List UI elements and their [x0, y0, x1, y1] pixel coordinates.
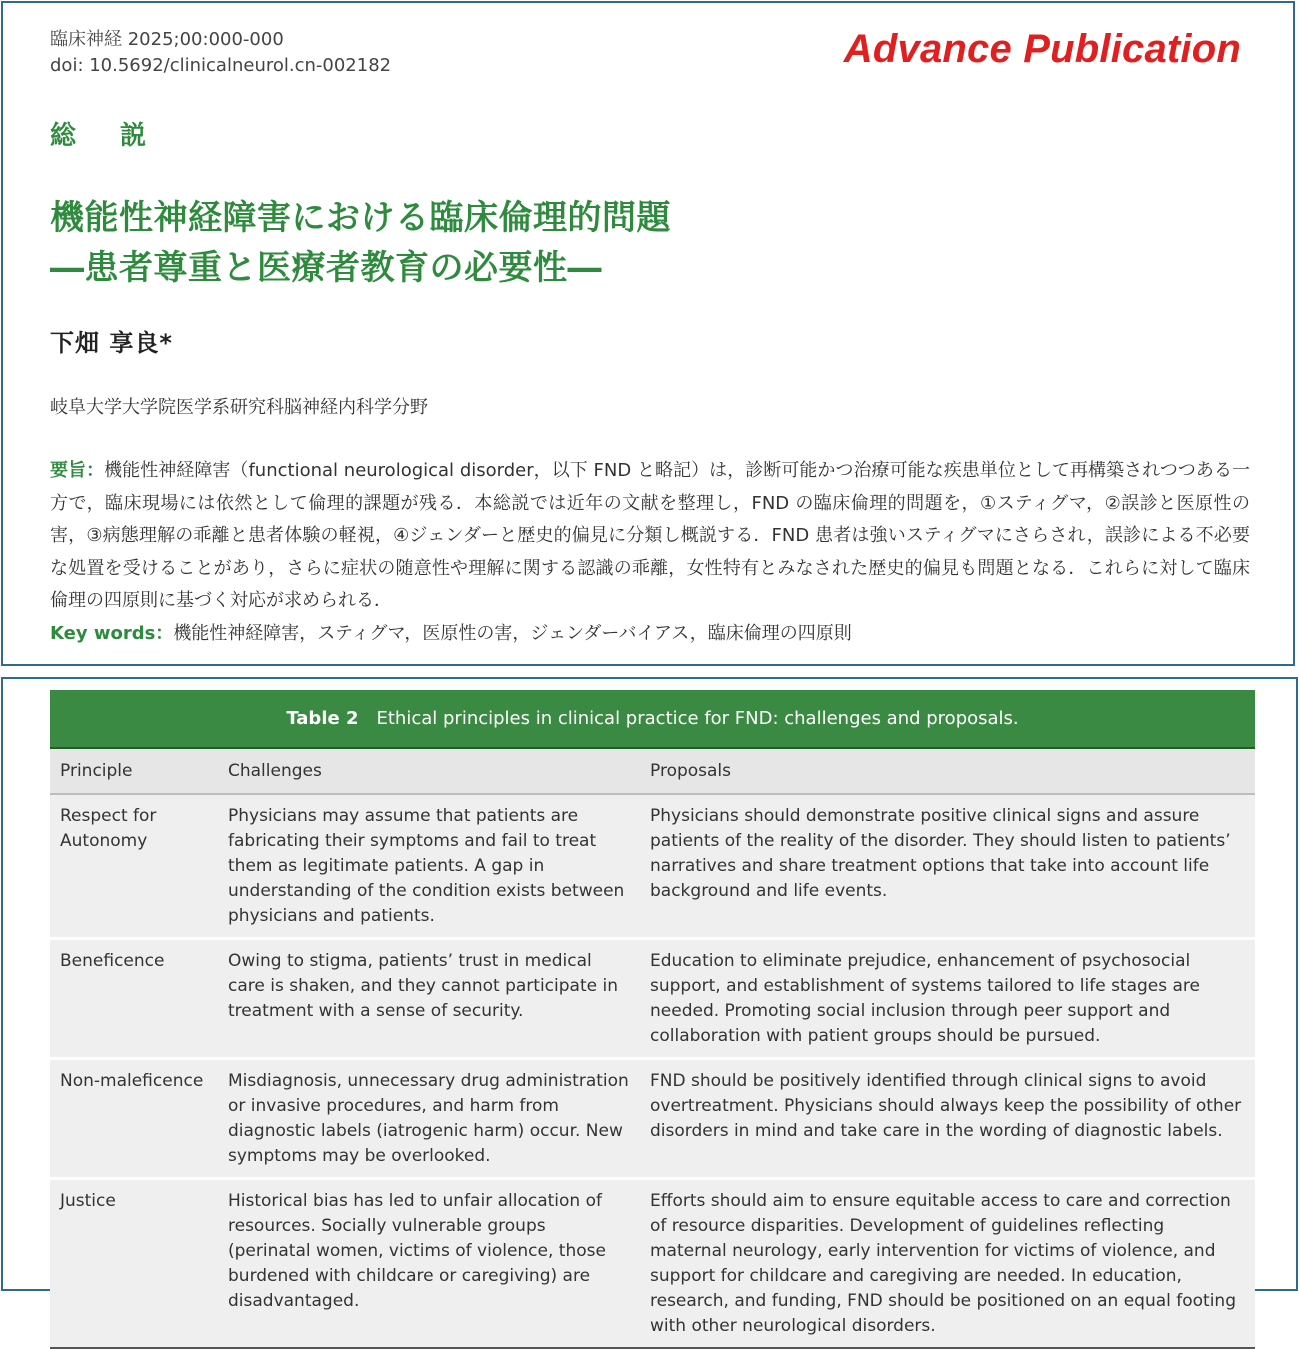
- cell-challenges: Historical bias has led to unfair allocation of resources. Socially vulnerable groups (perinatal women, victims of violence, those burdened with childcare or caregiving) are disadvantaged.: [218, 1179, 640, 1349]
- journal-meta: [50, 27, 391, 79]
- title-line-2: ―患者尊重と医療者教育の必要性―: [50, 248, 602, 288]
- author: 下畑 享良*: [50, 329, 173, 357]
- table-row: [50, 794, 1255, 939]
- table-row: [50, 939, 1255, 1059]
- journal-citation: 臨床神経 2025;00:000-000: [50, 29, 284, 50]
- abstract-label: 要旨：: [50, 460, 105, 481]
- abstract: [50, 455, 1250, 618]
- keywords: [50, 619, 852, 645]
- abstract-text: 機能性神経障害（functional neurological disorder，以下 FND と略記）は，診断可能かつ治療可能な疾患単位として再構築されつつある一方で，臨床現場には依然として倫理的課題が残る．本総説では近年の文献を整理し，FND の臨床倫理的問題を，①スティグマ，②誤診と医原性の害，③病態理解の乖離と患者体験の軽視，④ジェンダーと歴史的偏見に分類し概説する．FND 患者は強いスティグマにさらされ，誤診による不必要な処置を受けることがあり，さらに症状の随意性や理解に関する認識の乖離，女性特有とみなされた歴史的偏見も問題となる．これらに対して臨床倫理の四原則に基づく対応が求められる．: [50, 460, 1250, 611]
- table-row: [50, 1179, 1255, 1349]
- cell-principle: Non-maleficence: [50, 1059, 218, 1179]
- table-body: [50, 749, 1255, 1349]
- section-label: 総説: [50, 121, 191, 151]
- doi: doi: 10.5692/clinicalneurol.cn-002182: [50, 55, 392, 76]
- table-header-row: [50, 749, 1255, 794]
- header-proposals: Proposals: [640, 749, 1255, 794]
- cell-challenges: Misdiagnosis, unnecessary drug administration or invasive procedures, and harm from diagnostic labels (iatrogenic harm) occur. New symptoms may be overlooked.: [218, 1059, 640, 1179]
- keywords-label: Key words：: [50, 623, 174, 644]
- table-panel: [1, 677, 1298, 1336]
- table-row: [50, 1059, 1255, 1179]
- cell-proposals: FND should be positively identified through clinical signs to avoid overtreatment. Physicians should always keep the possibility of other disorders in mind and take care in the wording of diagnostic labels.: [640, 1059, 1255, 1179]
- header-principle: Principle: [50, 749, 218, 794]
- cell-challenges: Owing to stigma, patients’ trust in medical care is shaken, and they cannot participate in treatment with a sense of security.: [218, 939, 640, 1059]
- ethics-table: [50, 690, 1255, 1349]
- article-header-panel: [1, 1, 1295, 666]
- cell-challenges: Physicians may assume that patients are fabricating their symptoms and fail to treat them as legitimate patients. A gap in understanding of the condition exists between physicians and patients.: [218, 794, 640, 939]
- cell-proposals: Physicians should demonstrate positive clinical signs and assure patients of the reality of the disorder. They should listen to patients’ narratives and share treatment options that take into account life background and life events.: [640, 794, 1255, 939]
- header-challenges: Challenges: [218, 749, 640, 794]
- article-title: [50, 193, 671, 293]
- title-line-1: 機能性神経障害における臨床倫理的問題: [50, 198, 671, 238]
- cell-principle: Respect for Autonomy: [50, 794, 218, 939]
- affiliation: 岐阜大学大学院医学系研究科脳神経内科学分野: [50, 397, 428, 418]
- cell-principle: Justice: [50, 1179, 218, 1349]
- table-caption-label: Table 2: [286, 708, 359, 729]
- table-caption: [50, 690, 1255, 749]
- table-caption-text: Ethical principles in clinical practice for FND: challenges and proposals.: [376, 708, 1019, 729]
- cell-proposals: Education to eliminate prejudice, enhancement of psychosocial support, and establishment of systems tailored to life stages are needed. Promoting social inclusion through peer support and collaboration with patient groups should be pursued.: [640, 939, 1255, 1059]
- cell-proposals: Efforts should aim to ensure equitable access to care and correction of resource disparities. Development of guidelines reflecting maternal neurology, early intervention for victims of violence, and support for childcare and caregiving are needed. In education, research, and funding, FND should be positioned on an equal footing with other neurological disorders.: [640, 1179, 1255, 1349]
- keywords-text: 機能性神経障害，スティグマ，医原性の害，ジェンダーバイアス，臨床倫理の四原則: [173, 623, 852, 644]
- advance-publication-label: Advance Publication: [843, 27, 1241, 71]
- cell-principle: Beneficence: [50, 939, 218, 1059]
